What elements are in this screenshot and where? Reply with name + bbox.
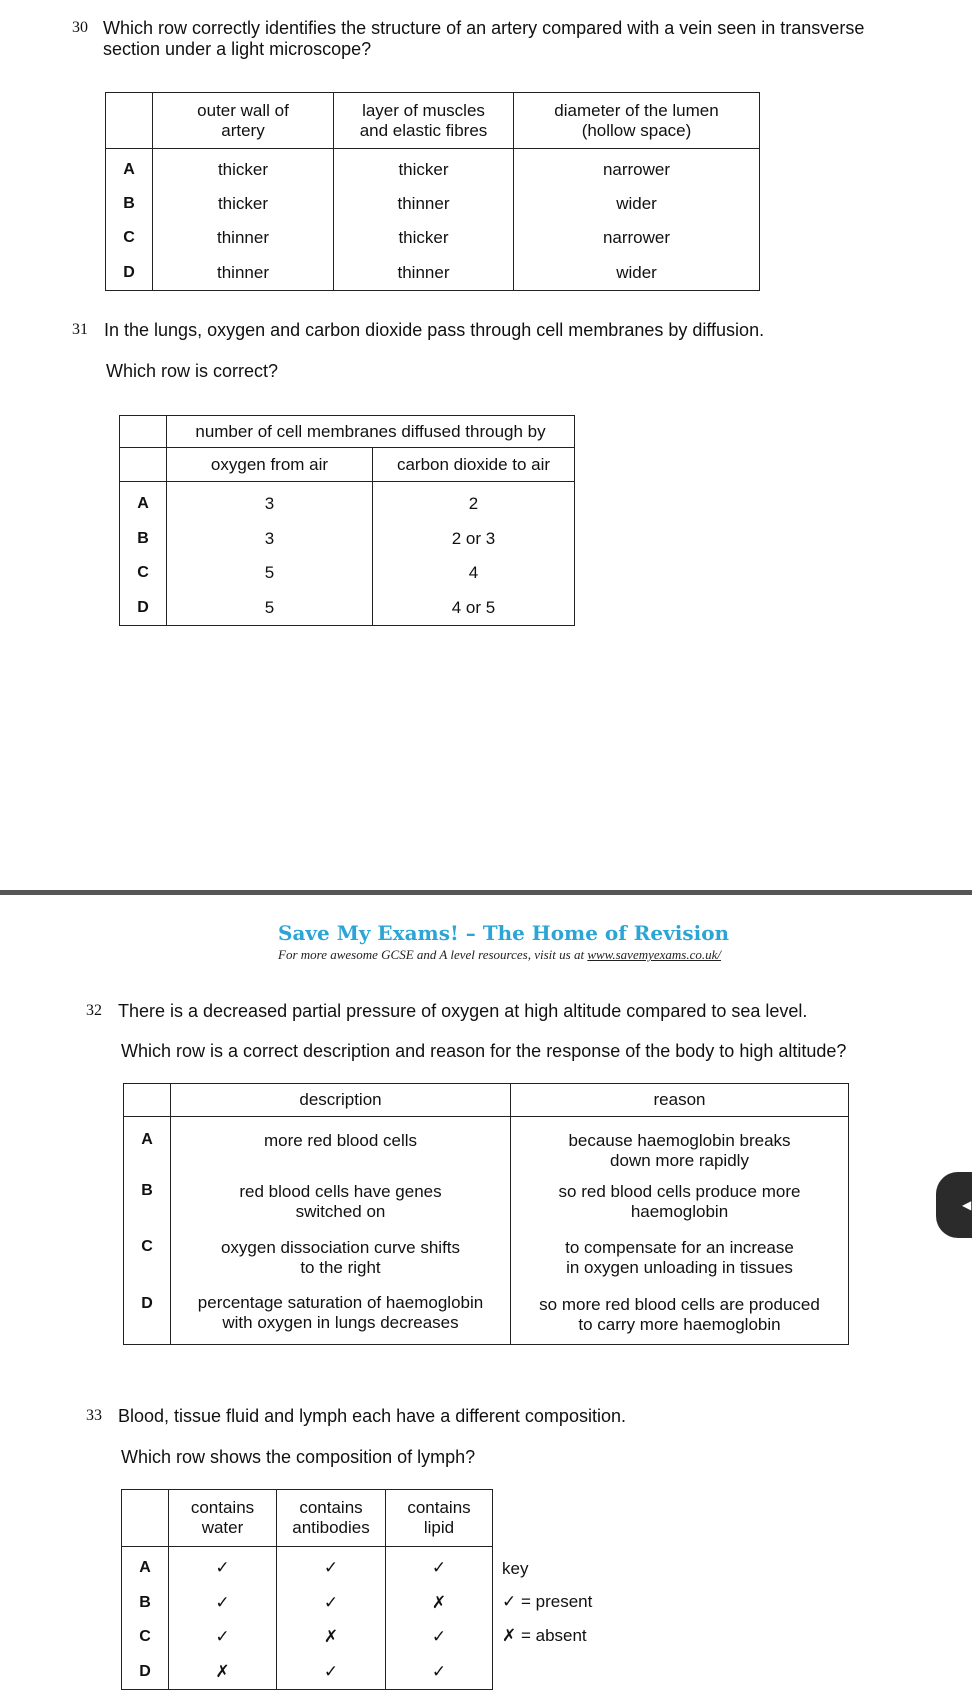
q31-text: In the lungs, oxygen and carbon dioxide pass through cell membranes by diffusion. [104, 320, 765, 340]
table-cell: 4 or 5 [373, 591, 575, 626]
q32-header-reason: reason [511, 1084, 849, 1117]
q31-question: Which row is correct? [106, 361, 279, 381]
table-row [106, 187, 760, 221]
table-cell: 5 [167, 556, 373, 591]
table-row [120, 522, 575, 556]
row-label: D [123, 263, 135, 281]
q31-group-header-row [120, 416, 575, 448]
row-label: C [141, 1237, 153, 1255]
row-label: B [141, 1181, 153, 1199]
table-cell: 5 [167, 591, 373, 626]
table-row [122, 1655, 493, 1690]
q31-header-row [120, 448, 575, 482]
table-cell: thicker [334, 149, 514, 187]
q31-table [119, 415, 575, 626]
row-label: B [123, 194, 135, 212]
q30-text: Which row correctly identifies the structure of an artery compared with a vein seen in transverse section under a light microscope? [103, 18, 865, 59]
table-cell: ✓ [169, 1547, 277, 1586]
table-cell: so red blood cells produce more haemoglobin [511, 1174, 849, 1229]
row-label: A [137, 494, 149, 512]
table-cell: 4 [373, 556, 575, 591]
table-cell: so more red blood cells are produced to carry more haemoglobin [511, 1285, 849, 1345]
table-cell: to compensate for an increase in oxygen unloading in tissues [511, 1229, 849, 1285]
table-row [124, 1285, 849, 1345]
table-cell: 2 or 3 [373, 522, 575, 556]
table-row [122, 1586, 493, 1620]
table-cell: wider [514, 256, 760, 291]
table-cell: because haemoglobin breaks down more rapidly [511, 1117, 849, 1174]
table-cell: 3 [167, 522, 373, 556]
table-cell: thinner [334, 187, 514, 221]
q32-text: There is a decreased partial pressure of oxygen at high altitude compared to sea level. [118, 1001, 808, 1021]
q30-table [105, 92, 760, 291]
q33-key-title: key [502, 1559, 529, 1578]
table-row [122, 1620, 493, 1655]
q32-number: 32 [86, 1002, 102, 1019]
q33-header-antibodies: contains antibodies [277, 1490, 386, 1547]
row-label: C [137, 564, 149, 581]
row-label: C [139, 1628, 151, 1645]
q33-text: Blood, tissue fluid and lymph each have a different composition. [118, 1406, 626, 1426]
q33-header-water: contains water [169, 1490, 277, 1547]
row-label: D [139, 1662, 151, 1680]
table-cell: ✓ [277, 1586, 386, 1620]
table-cell: more red blood cells [171, 1117, 511, 1174]
q32-question: Which row is a correct description and reason for the response of the body to high altitude? [121, 1041, 847, 1061]
q33-table [121, 1489, 493, 1690]
row-label: B [137, 529, 149, 547]
q33-number: 33 [86, 1407, 102, 1424]
q30-header-outer-wall: outer wall of artery [153, 93, 334, 149]
table-cell: thicker [153, 149, 334, 187]
table-cell: narrower [514, 221, 760, 256]
table-cell: ✓ [277, 1547, 386, 1586]
q33-key-present: ✓ = present [502, 1592, 593, 1611]
table-cell: thinner [334, 256, 514, 291]
table-row [120, 556, 575, 591]
table-row [124, 1117, 849, 1174]
table-cell: thicker [334, 221, 514, 256]
table-cell: 2 [373, 482, 575, 522]
row-label: A [141, 1131, 153, 1148]
q30-number: 30 [72, 19, 88, 36]
table-row [106, 256, 760, 291]
footer-subtitle: For more awesome GCSE and A level resources, visit us at www.savemyexams.co.uk/ [278, 947, 722, 962]
q31-header-carbon-dioxide: carbon dioxide to air [373, 448, 575, 482]
table-cell: ✓ [169, 1586, 277, 1620]
table-cell: wider [514, 187, 760, 221]
row-label: D [141, 1294, 153, 1312]
table-cell: 3 [167, 482, 373, 522]
q33-question: Which row shows the composition of lymph? [121, 1447, 476, 1467]
table-cell: ✗ [386, 1586, 493, 1620]
footer-title: Save My Exams! – The Home of Revision [278, 921, 730, 945]
table-cell: ✓ [386, 1620, 493, 1655]
q31-group-header: number of cell membranes diffused through by [167, 416, 575, 448]
row-label: C [123, 229, 135, 246]
table-cell: thicker [153, 187, 334, 221]
q33-key-absent: ✗ = absent [502, 1626, 587, 1645]
table-cell: thinner [153, 221, 334, 256]
q30-header-muscle-layer: layer of muscles and elastic fibres [334, 93, 514, 149]
table-row [106, 221, 760, 256]
row-label: A [139, 1559, 151, 1577]
q30-header-lumen-diameter: diameter of the lumen (hollow space) [514, 93, 760, 149]
q32-table [123, 1083, 849, 1345]
table-row [120, 482, 575, 522]
table-cell: ✓ [277, 1655, 386, 1690]
q31-header-oxygen: oxygen from air [167, 448, 373, 482]
row-label: B [139, 1593, 151, 1611]
q31-number: 31 [72, 321, 88, 338]
table-cell: narrower [514, 149, 760, 187]
table-cell: thinner [153, 256, 334, 291]
chevron-left-icon: ◀ [962, 1198, 972, 1212]
q32-header-row [124, 1084, 849, 1117]
q32-header-description: description [171, 1084, 511, 1117]
row-label: A [123, 160, 135, 178]
page-separator [0, 890, 972, 895]
table-row [106, 149, 760, 187]
q33-header-row [122, 1490, 493, 1547]
table-cell: ✓ [386, 1547, 493, 1586]
table-cell: ✓ [169, 1620, 277, 1655]
table-row [122, 1547, 493, 1586]
table-cell: ✓ [386, 1655, 493, 1690]
table-cell: percentage saturation of haemoglobin with oxygen in lungs decreases [171, 1285, 511, 1345]
table-row [124, 1174, 849, 1229]
q30-header-row [106, 93, 760, 149]
row-label: D [137, 598, 149, 616]
table-cell: red blood cells have genes switched on [171, 1174, 511, 1229]
table-row [120, 591, 575, 626]
table-cell: ✗ [277, 1620, 386, 1655]
table-cell: oxygen dissociation curve shifts to the right [171, 1229, 511, 1285]
table-cell: ✗ [169, 1655, 277, 1690]
table-row [124, 1229, 849, 1285]
q33-header-lipid: contains lipid [386, 1490, 493, 1547]
footer-link[interactable]: www.savemyexams.co.uk/ [587, 947, 722, 962]
